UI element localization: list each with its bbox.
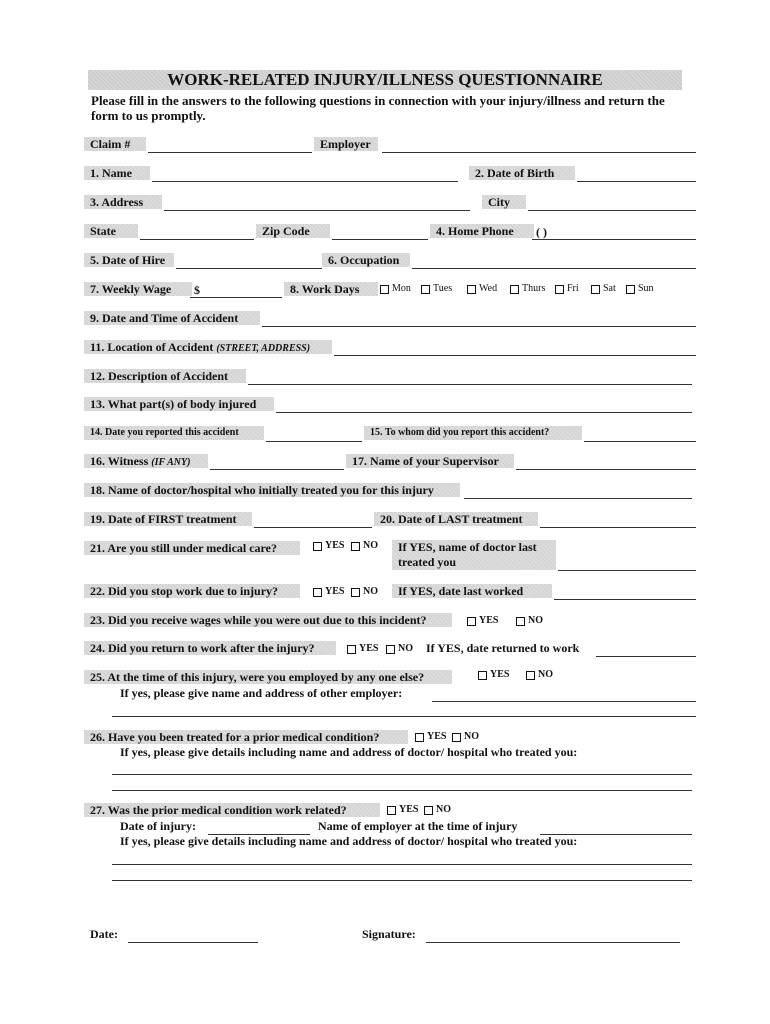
checkbox-icon[interactable] — [591, 285, 600, 294]
q16-field[interactable] — [210, 455, 344, 470]
q27-label: 27. Was the prior medical condition work related? — [84, 803, 380, 817]
form-title: WORK-RELATED INJURY/ILLNESS QUESTIONNAIRE — [88, 70, 682, 90]
home-phone-label: 4. Home Phone — [430, 224, 534, 238]
day-tues[interactable]: Tues — [421, 283, 452, 295]
checkbox-icon[interactable] — [626, 285, 635, 294]
q23-label: 23. Did you receive wages while you were out due to this incident? — [84, 613, 452, 627]
day-thurs[interactable]: Thurs — [510, 283, 545, 295]
checkbox-icon[interactable] — [415, 733, 424, 742]
checkbox-icon[interactable] — [351, 588, 360, 597]
q22-followup-label: If YES, date last worked — [392, 584, 552, 598]
q26-no[interactable]: NO — [452, 731, 479, 743]
claim-label: Claim # — [84, 137, 146, 151]
signature-label: Signature: — [362, 927, 416, 941]
q21-label: 21. Are you still under medical care? — [84, 541, 300, 555]
q12-label: 12. Description of Accident — [84, 369, 246, 383]
q25-no[interactable]: NO — [526, 669, 553, 681]
checkbox-icon[interactable] — [380, 285, 389, 294]
day-mon[interactable]: Mon — [380, 283, 411, 295]
q16-label: 16. Witness (IF ANY) — [84, 454, 208, 468]
q27-yes[interactable]: YES — [387, 804, 418, 816]
q20-field[interactable] — [540, 513, 696, 528]
dob-field[interactable] — [577, 167, 696, 182]
day-sat[interactable]: Sat — [591, 283, 616, 295]
q26-label: 26. Have you been treated for a prior medical condition? — [84, 730, 408, 744]
q11-field[interactable] — [334, 341, 696, 356]
q27-date-label: Date of injury: — [120, 819, 196, 833]
state-field[interactable] — [140, 225, 254, 240]
q17-field[interactable] — [516, 455, 696, 470]
name-label: 1. Name — [84, 166, 150, 180]
checkbox-icon[interactable] — [386, 645, 395, 654]
q25-followup-label: If yes, please give name and address of other employer: — [120, 686, 403, 700]
address-field[interactable] — [164, 196, 470, 211]
address-label: 3. Address — [84, 195, 162, 209]
checkbox-icon[interactable] — [421, 285, 430, 294]
q25-followup-field[interactable] — [432, 687, 696, 702]
q9-label: 9. Date and Time of Accident — [84, 311, 260, 325]
q20-label: 20. Date of LAST treatment — [374, 512, 538, 526]
q12-field[interactable] — [248, 370, 692, 385]
q25-yes[interactable]: YES — [478, 669, 509, 681]
q26-followup-label: If yes, please give details including name and address of doctor/ hospital who treated you: — [120, 745, 578, 759]
form-intro: Please fill in the answers to the following questions in connection with your injury/illness and return the form to us promptly. — [91, 93, 665, 123]
q27-date-field[interactable] — [208, 820, 310, 835]
day-wed[interactable]: Wed — [467, 283, 497, 295]
phone-area-code: ( ) — [536, 225, 547, 239]
q19-field[interactable] — [254, 513, 372, 528]
q23-yes[interactable]: YES — [467, 615, 498, 627]
q13-label: 13. What part(s) of body injured — [84, 397, 274, 411]
q25-followup-line-2[interactable] — [112, 702, 696, 717]
checkbox-icon[interactable] — [351, 542, 360, 551]
name-field[interactable] — [152, 167, 458, 182]
q14-field[interactable] — [266, 427, 362, 442]
checkbox-icon[interactable] — [526, 671, 535, 680]
q26-yes[interactable]: YES — [415, 731, 446, 743]
checkbox-icon[interactable] — [478, 671, 487, 680]
q24-followup-label: If YES, date returned to work — [426, 641, 580, 655]
q15-label: 15. To whom did you report this accident? — [364, 426, 582, 440]
occupation-field[interactable] — [412, 254, 696, 269]
checkbox-icon[interactable] — [467, 617, 476, 626]
claim-field[interactable] — [148, 138, 312, 153]
date-hire-label: 5. Date of Hire — [84, 253, 174, 267]
q16-note: (IF ANY) — [151, 457, 191, 468]
state-label: State — [84, 224, 138, 238]
q22-label: 22. Did you stop work due to injury? — [84, 584, 300, 598]
work-days-label: 8. Work Days — [284, 282, 378, 296]
checkbox-icon[interactable] — [555, 285, 564, 294]
q24-no[interactable]: NO — [386, 643, 413, 655]
checkbox-icon[interactable] — [313, 588, 322, 597]
q18-label: 18. Name of doctor/hospital who initially treated you for this injury — [84, 483, 460, 497]
checkbox-icon[interactable] — [510, 285, 519, 294]
q17-label: 17. Name of your Supervisor — [346, 454, 514, 468]
q14-label: 14. Date you reported this accident — [84, 426, 264, 440]
q21-followup-field[interactable] — [558, 556, 696, 571]
q27-followup-line-1[interactable] — [112, 850, 692, 865]
city-label: City — [482, 195, 526, 209]
q21-followup-label: If YES, name of doctor last treated you — [392, 540, 556, 570]
q27-employer-field[interactable] — [540, 820, 692, 835]
q22-followup-field[interactable] — [554, 585, 696, 600]
date-label: Date: — [90, 927, 118, 941]
occupation-label: 6. Occupation — [322, 253, 410, 267]
checkbox-icon[interactable] — [424, 806, 433, 815]
q22-no[interactable]: NO — [351, 586, 378, 598]
q27-no[interactable]: NO — [424, 804, 451, 816]
q19-label: 19. Date of FIRST treatment — [84, 512, 252, 526]
zip-label: Zip Code — [256, 224, 330, 238]
q24-yes[interactable]: YES — [347, 643, 378, 655]
dob-label: 2. Date of Birth — [469, 166, 575, 180]
q22-yes[interactable]: YES — [313, 586, 344, 598]
q25-label: 25. At the time of this injury, were you employed by any one else? — [84, 670, 452, 684]
date-field[interactable] — [128, 928, 258, 943]
q11-note: (STREET, ADDRESS) — [216, 343, 311, 354]
q18-field[interactable] — [464, 484, 692, 499]
weekly-wage-field[interactable] — [190, 283, 282, 298]
q11-label: 11. Location of Accident (STREET, ADDRESS) — [84, 340, 332, 354]
city-field[interactable] — [528, 196, 696, 211]
day-fri[interactable]: Fri — [555, 283, 579, 295]
q24-label: 24. Did you return to work after the injury? — [84, 641, 336, 655]
q15-field[interactable] — [584, 427, 696, 442]
employer-field[interactable] — [382, 138, 696, 153]
q21-no[interactable]: NO — [351, 540, 378, 552]
zip-field[interactable] — [332, 225, 428, 240]
q27-followup-line-2[interactable] — [112, 866, 692, 881]
q24-followup-field[interactable] — [596, 642, 696, 657]
day-sun[interactable]: Sun — [626, 283, 654, 295]
checkbox-icon[interactable] — [313, 542, 322, 551]
weekly-wage-label: 7. Weekly Wage — [84, 282, 192, 296]
checkbox-icon[interactable] — [347, 645, 356, 654]
date-hire-field[interactable] — [176, 254, 322, 269]
q27-followup-label: If yes, please give details including name and address of doctor/ hospital who treated you: — [120, 834, 578, 848]
q27-employer-label: Name of employer at the time of injury — [318, 819, 518, 833]
checkbox-icon[interactable] — [452, 733, 461, 742]
signature-field[interactable] — [426, 928, 680, 943]
dollar-sign: $ — [194, 283, 200, 297]
q26-followup-line-2[interactable] — [112, 776, 692, 791]
home-phone-field[interactable] — [532, 225, 696, 240]
q13-field[interactable] — [276, 398, 692, 413]
checkbox-icon[interactable] — [467, 285, 476, 294]
q26-followup-line-1[interactable] — [112, 760, 692, 775]
employer-label: Employer — [314, 137, 378, 151]
q21-yes[interactable]: YES — [313, 540, 344, 552]
checkbox-icon[interactable] — [516, 617, 525, 626]
q23-no[interactable]: NO — [516, 615, 543, 627]
checkbox-icon[interactable] — [387, 806, 396, 815]
q9-field[interactable] — [262, 312, 696, 327]
